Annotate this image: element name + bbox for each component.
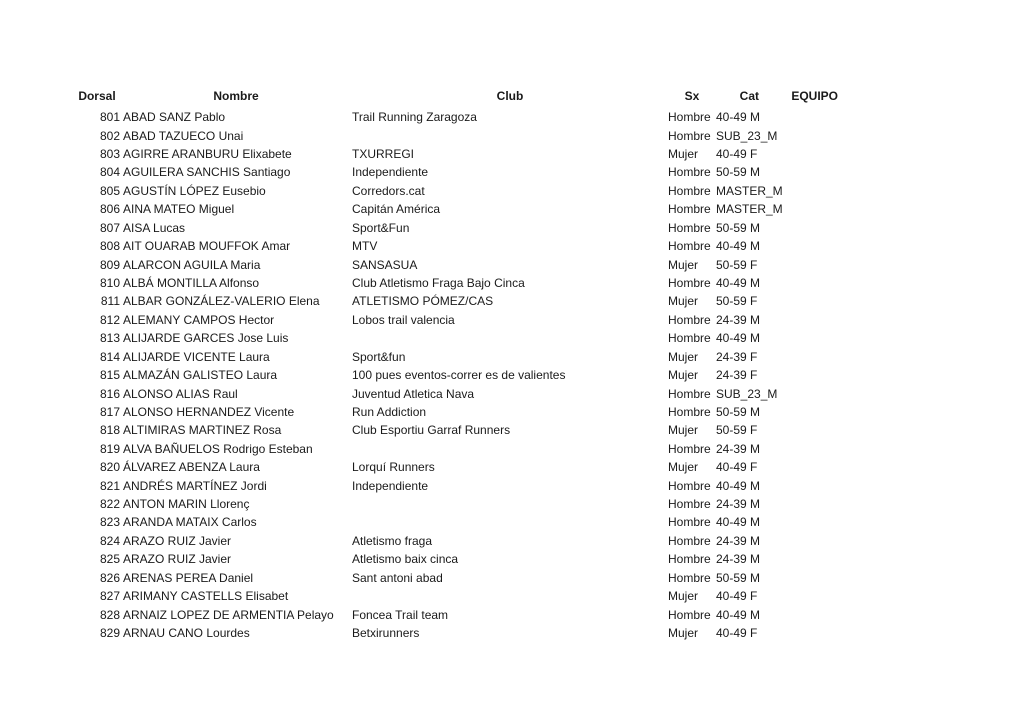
cell-nombre: ALEMANY CAMPOS Hector [123,312,275,327]
cell-cat: 40-49 M [716,239,761,254]
cell-nombre: ANTON MARIN Llorenç [123,497,250,512]
cell-cat: 24-39 M [716,533,761,548]
cell-dorsal: 804 [99,165,120,180]
column-header-equipo: EQUIPO [791,89,839,103]
cell-club: 100 pues eventos-correr es de valientes [352,368,566,383]
cell-equipo [783,550,847,568]
cell-dorsal: 811 [100,294,120,309]
cell-sx: Hombre [668,239,711,254]
cell-sx: Hombre [668,276,711,290]
cell-sx: Hombre [668,110,711,125]
cell-cat: 24-39 F [716,349,758,364]
table-row [74,605,847,623]
cell-sx: Mujer [668,460,699,475]
cell-cat: MASTER_M [716,202,783,217]
cell-equipo [783,108,847,126]
column-header-club: Club [496,89,524,103]
cell-dorsal: 824 [99,533,120,548]
column-header-dorsal: Dorsal [78,89,116,103]
cell-sx: Hombre [668,497,711,512]
cell-dorsal: 812 [99,312,120,327]
table-row [74,366,847,384]
table-row [74,550,847,568]
cell-sx: Mujer [668,349,699,364]
cell-cat: 50-59 F [716,257,758,272]
cell-nombre: ALVA BAÑUELOS Rodrigo Esteban [123,441,313,456]
cell-nombre: ABAD SANZ Pablo [123,110,226,125]
table-row [74,421,847,439]
cell-sx: Hombre [668,202,711,217]
table-row [74,495,847,513]
cell-sx: Hombre [668,533,711,548]
cell-dorsal: 827 [99,589,120,604]
column-header-cat: Cat [739,89,760,103]
cell-nombre: ARENAS PEREA Daniel [123,570,254,585]
cell-dorsal: 817 [99,404,120,419]
cell-dorsal: 815 [99,368,120,383]
cell-equipo [783,200,847,218]
cell-dorsal: 803 [99,147,120,162]
cell-equipo [783,311,847,329]
cell-dorsal: 829 [99,626,120,641]
cell-nombre: ALONSO HERNANDEZ Vicente [123,404,295,419]
table-row [74,108,847,126]
cell-cat: 50-59 M [716,404,761,419]
cell-equipo [783,163,847,181]
cell-dorsal: 816 [99,386,120,401]
cell-dorsal: 818 [99,423,120,438]
cell-club: Club Atletismo Fraga Bajo Cinca [352,276,525,290]
cell-club [352,587,668,605]
cell-club: Atletismo fraga [352,533,433,548]
cell-equipo [783,513,847,531]
cell-nombre: ARAZO RUIZ Javier [123,552,232,567]
table-header-row [74,89,847,108]
table-row [74,163,847,181]
table-row [74,513,847,531]
cell-sx: Hombre [668,183,711,198]
cell-nombre: AGUILERA SANCHIS Santiago [123,165,291,180]
cell-nombre: ALARCON AGUILA Maria [123,257,261,272]
cell-sx: Hombre [668,478,711,493]
cell-cat: 40-49 M [716,331,761,346]
cell-nombre: ALIJARDE GARCES Jose Luis [123,331,289,346]
cell-equipo [783,126,847,144]
cell-cat: 40-49 M [716,478,761,493]
cell-cat: 24-39 M [716,497,761,512]
cell-equipo [783,569,847,587]
cell-equipo [783,587,847,605]
cell-nombre: ANDRÉS MARTÍNEZ Jordi [123,478,267,493]
participants-table [74,89,847,642]
cell-dorsal: 820 [99,460,120,475]
cell-cat: 24-39 M [716,312,761,327]
table-row [74,292,847,310]
cell-sx: Mujer [668,589,699,604]
cell-sx: Hombre [668,331,711,346]
cell-club: Betxirunners [352,626,420,641]
cell-sx: Mujer [668,147,699,162]
cell-club: Corredors.cat [352,183,425,198]
cell-dorsal: 801 [99,110,120,125]
cell-cat: 50-59 F [716,294,758,309]
cell-nombre: ALBAR GONZÁLEZ-VALERIO Elena [123,294,320,309]
cell-cat: 40-49 F [716,460,758,475]
cell-equipo [783,495,847,513]
table-row [74,274,847,292]
cell-nombre: ARNAU CANO Lourdes [123,626,250,641]
cell-sx: Hombre [668,552,711,567]
cell-cat: SUB_23_M [716,128,778,143]
cell-dorsal: 823 [99,515,120,530]
cell-dorsal: 805 [99,183,120,198]
table-row [74,403,847,421]
table-row [74,182,847,200]
cell-nombre: AINA MATEO Miguel [123,202,235,217]
cell-equipo [783,274,847,292]
cell-club: SANSASUA [352,257,418,272]
cell-club: Foncea Trail team [352,607,449,622]
cell-club: Capitán América [352,202,441,217]
table-row [74,219,847,237]
cell-equipo [783,347,847,365]
cell-nombre: AISA Lucas [123,220,186,235]
cell-club: Independiente [352,165,429,180]
cell-equipo [783,219,847,237]
cell-club [352,513,668,531]
table-row [74,311,847,329]
cell-cat: 24-39 M [716,441,761,456]
cell-cat: 40-49 F [716,589,758,604]
table-row [74,384,847,402]
cell-club [352,495,668,513]
cell-equipo [783,403,847,421]
cell-nombre: ARAZO RUIZ Javier [123,533,232,548]
cell-sx: Hombre [668,128,711,143]
cell-nombre: ALONSO ALIAS Raul [123,386,238,401]
cell-equipo [783,440,847,458]
cell-club: TXURREGI [352,147,415,162]
cell-sx: Mujer [668,423,699,438]
cell-club: Juventud Atletica Nava [352,386,475,401]
cell-cat: 40-49 M [716,110,761,125]
cell-nombre: AGUSTÍN LÓPEZ Eusebio [123,183,266,198]
cell-equipo [783,182,847,200]
cell-sx: Mujer [668,294,699,309]
table-row [74,440,847,458]
cell-club: Sant antoni abad [352,570,443,585]
table-row [74,587,847,605]
cell-cat: 40-49 F [716,147,758,162]
table-row [74,569,847,587]
cell-equipo [783,624,847,642]
cell-equipo [783,366,847,384]
cell-cat: 40-49 M [716,607,761,622]
cell-cat: 40-49 M [716,515,761,530]
cell-cat: 50-59 F [716,423,758,438]
participants-table-body [74,108,847,642]
cell-dorsal: 813 [99,331,120,346]
cell-dorsal: 828 [99,607,120,622]
cell-cat: 24-39 F [716,368,758,383]
table-row [74,237,847,255]
cell-dorsal: 821 [99,478,120,493]
table-row [74,347,847,365]
cell-dorsal: 809 [99,257,120,272]
table-row [74,255,847,273]
cell-sx: Mujer [668,626,699,641]
cell-club: MTV [352,239,378,254]
cell-nombre: ALBÁ MONTILLA Alfonso [123,276,260,290]
table-row [74,458,847,476]
table-row [74,532,847,550]
cell-sx: Hombre [668,165,711,180]
cell-club: Lobos trail valencia [352,312,455,327]
cell-club: Run Addiction [352,404,427,419]
cell-equipo [783,532,847,550]
cell-dorsal: 802 [99,128,120,143]
cell-dorsal: 808 [99,239,120,254]
cell-cat: 40-49 M [716,276,761,290]
cell-nombre: ARIMANY CASTELLS Elisabet [123,589,289,604]
cell-equipo [783,329,847,347]
cell-dorsal: 814 [99,349,120,364]
cell-nombre: ALMAZÁN GALISTEO Laura [123,368,278,383]
cell-nombre: ARNAIZ LOPEZ DE ARMENTIA Pelayo [123,607,334,622]
cell-equipo [783,292,847,310]
cell-dorsal: 819 [99,441,120,456]
cell-nombre: ÁLVAREZ ABENZA Laura [123,460,260,475]
cell-equipo [783,421,847,439]
cell-equipo [783,237,847,255]
table-row [74,200,847,218]
cell-dorsal: 826 [99,570,120,585]
cell-sx: Hombre [668,312,711,327]
cell-cat: 40-49 F [716,626,758,641]
cell-club: Atletismo baix cinca [352,552,459,567]
cell-equipo [783,384,847,402]
table-row [74,624,847,642]
cell-sx: Hombre [668,220,711,235]
cell-club: Sport&fun [352,349,406,364]
cell-sx: Mujer [668,257,699,272]
cell-sx: Hombre [668,607,711,622]
cell-sx: Mujer [668,368,699,383]
cell-nombre: ABAD TAZUECO Unai [123,128,244,143]
cell-dorsal: 810 [99,276,120,290]
table-row [74,126,847,144]
cell-dorsal: 825 [99,552,120,567]
cell-sx: Hombre [668,404,711,419]
cell-equipo [783,605,847,623]
cell-equipo [783,145,847,163]
cell-dorsal: 806 [99,202,120,217]
table-row [74,145,847,163]
cell-equipo [783,458,847,476]
cell-cat: 24-39 M [716,552,761,567]
cell-equipo [783,476,847,494]
cell-cat: SUB_23_M [716,386,778,401]
column-header-nombre: Nombre [213,89,259,103]
cell-sx: Hombre [668,515,711,530]
cell-nombre: ALTIMIRAS MARTINEZ Rosa [123,423,282,438]
cell-sx: Hombre [668,570,711,585]
cell-cat: 50-59 M [716,570,761,585]
cell-club [352,329,668,347]
cell-nombre: ARANDA MATAIX Carlos [123,515,257,530]
table-row [74,329,847,347]
cell-club: Sport&Fun [352,220,410,235]
cell-nombre: ALIJARDE VICENTE Laura [123,349,270,364]
cell-club: Trail Running Zaragoza [352,110,477,125]
cell-sx: Hombre [668,441,711,456]
column-header-sx: Sx [684,89,700,103]
cell-dorsal: 807 [99,220,120,235]
cell-club: Club Esportiu Garraf Runners [352,423,511,438]
cell-cat: 50-59 M [716,165,761,180]
cell-nombre: AIT OUARAB MOUFFOK Amar [123,239,291,254]
cell-cat: MASTER_M [716,183,783,198]
cell-club [352,440,668,458]
cell-club [352,126,668,144]
cell-club: Lorquí Runners [352,460,435,475]
cell-sx: Hombre [668,386,711,401]
cell-nombre: AGIRRE ARANBURU Elixabete [123,147,292,162]
table-row [74,476,847,494]
cell-cat: 50-59 M [716,220,761,235]
cell-club: Independiente [352,478,429,493]
cell-equipo [783,255,847,273]
cell-club: ATLETISMO PÓMEZ/CAS [352,294,494,309]
cell-dorsal: 822 [99,497,120,512]
